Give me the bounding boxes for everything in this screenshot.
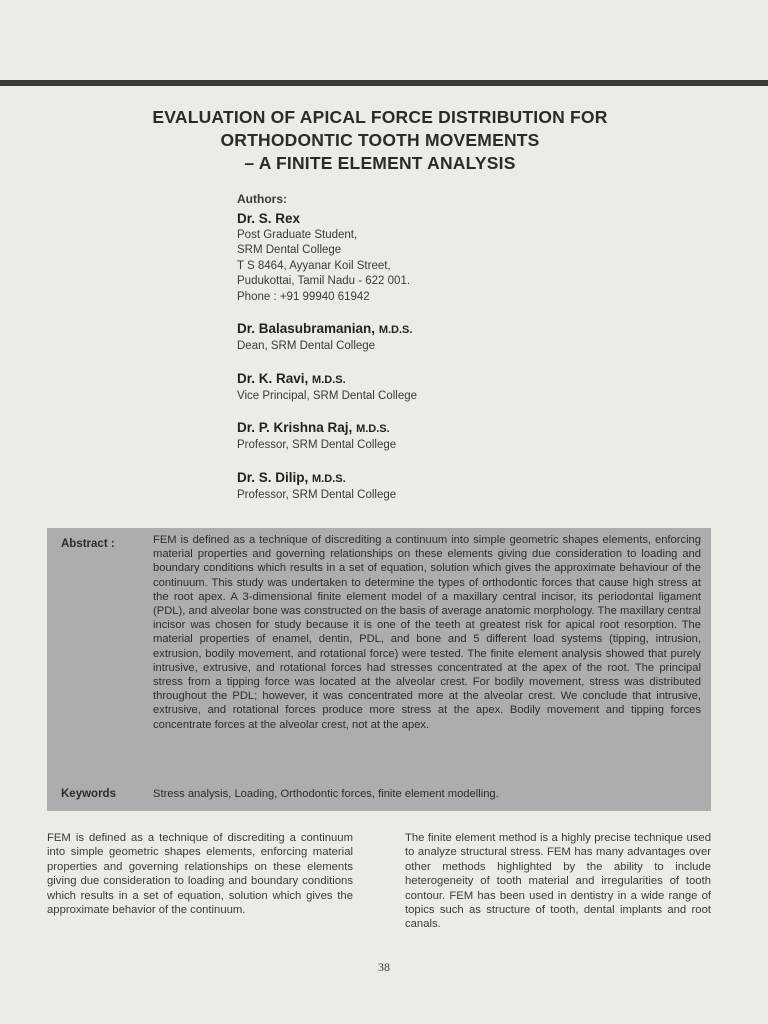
authors-label: Authors: — [237, 192, 287, 206]
author-2 — [237, 320, 657, 355]
title-line-3: – A FINITE ELEMENT ANALYSIS — [244, 153, 516, 173]
author-degree: M.D.S. — [378, 324, 413, 336]
author-name: Dr. Balasubramanian, — [237, 321, 376, 336]
author-name: Dr. K. Ravi, — [237, 370, 309, 386]
author-5 — [237, 469, 657, 504]
author-line: Post Graduate Student, — [237, 228, 358, 241]
abstract-text: FEM is defined as a technique of discrediting a continuum into simple geometric shapes elements, enforcing material properties and governing relationships on these elements giving due consideration to loading and boundary conditions which results in a set of equation, solution which gives the approximate behaviour of the continuum. This study was undertaken to determine the types of orthodontic forces that cause high stress at the root apex. A 3-dimensional finite element model of a maxillary central incisor, its periodontal ligament (PDL), and alveolar bone was constructed on the basis of average anatomic morphology. The maxillary central incisor was chosen for study because it is one of the teeth at greatest risk for apical root resorption. The material properties of enamel, dentin, PDL, and bone and 5 different load systems (tipping, intrusion, extrusion, bodily movement, and rotational force) were tested. The finite element analysis showed that purely intrusive, extrusive, and rotational forces had stresses concentrated at the apex of the root. The principal stress from a tipping force was located at the alveolar crest. For bodily movement, stress was distributed throughout the PDL; however, it was concentrated more at the alveolar crest. We conclude that intrusive, extrusive, and rotational forces produce more stress at the apex. Bodily movement and tipping forces concentrate forces at the alveolar crest, not at the apex. — [153, 534, 701, 731]
author-name: Dr. P. Krishna Raj, — [237, 420, 353, 435]
abstract-box — [47, 528, 711, 811]
keywords-text: Stress analysis, Loading, Orthodontic forces, finite element modelling. — [153, 788, 499, 800]
author-line: SRM Dental College — [237, 244, 342, 256]
author-degree: M.D.S. — [312, 472, 346, 485]
title-line-2: ORTHODONTIC TOOTH MOVEMENTS — [220, 130, 540, 150]
author-line: T S 8464, Ayyanar Koil Street, — [237, 259, 391, 272]
author-line: Professor, SRM Dental College — [237, 488, 397, 501]
abstract-label: Abstract : — [61, 538, 115, 550]
page-number: 38 — [378, 960, 390, 974]
author-line: Pudukottai, Tamil Nadu - 622 001. — [237, 275, 411, 287]
paper-title — [60, 106, 700, 175]
author-line: Dean, SRM Dental College — [237, 340, 376, 352]
body-column-left: FEM is defined as a technique of discrediting a continuum into simple geometric shapes elements, enforcing material properties and governing relationships on these elements giving due consideration to loading and boundary conditions which results in a set of equation, solution which gives the approximate behavior of the continuum. — [47, 832, 353, 917]
author-degree: M.D.S. — [356, 423, 390, 435]
author-1 — [237, 210, 657, 306]
author-degree: M.D.S. — [312, 373, 346, 386]
author-line: Vice Principal, SRM Dental College — [237, 389, 418, 402]
title-line-1: EVALUATION OF APICAL FORCE DISTRIBUTION FOR — [152, 107, 608, 127]
author-3 — [237, 370, 657, 405]
top-rule — [0, 80, 768, 86]
authors-block — [237, 192, 657, 518]
author-4 — [237, 419, 657, 454]
keywords-label: Keywords — [61, 788, 116, 800]
author-line: Phone : +91 99940 61942 — [237, 290, 370, 303]
author-name: Dr. S. Dilip, — [237, 469, 309, 485]
body-column-right: The finite element method is a highly precise technique used to analyze structural stress. FEM has many advantages over other methods highlighted by the ability to include heterogeneity of tooth material and irregularities of tooth contour. FEM has been used in dentistry in a wide range of topics such as structure of tooth, dental implants and root canals. — [405, 832, 711, 931]
author-line: Professor, SRM Dental College — [237, 439, 397, 451]
author-name: Dr. S. Rex — [237, 210, 301, 226]
